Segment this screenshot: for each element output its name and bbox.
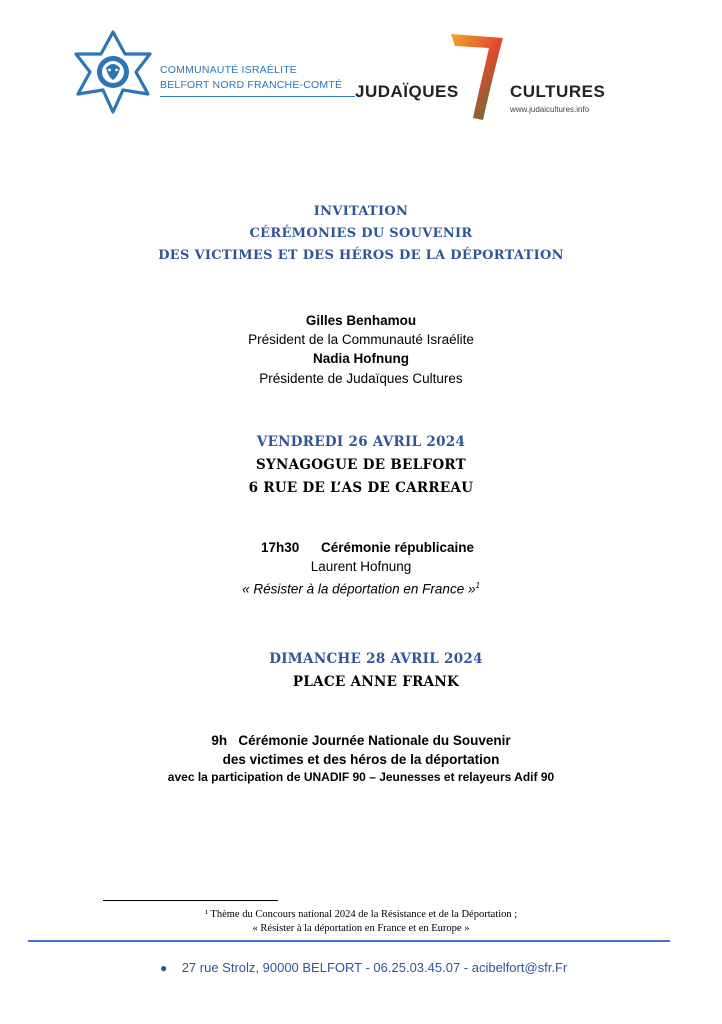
footnote-line-1: ¹ Thème du Concours national 2024 de la Résistance et de la Déportation ; — [204, 909, 518, 920]
community-name-line1: COMMUNAUTÉ ISRAÉLITE — [160, 64, 298, 76]
host-2-name: Nadia Hofnung — [313, 351, 409, 366]
seven-shape-icon — [447, 30, 507, 122]
event1-talk — [0, 576, 722, 599]
host-1-name: Gilles Benhamou — [305, 313, 417, 328]
contact-line — [160, 959, 567, 977]
event1-ceremony: Cérémonie républicaine — [321, 540, 475, 555]
event2-date: DIMANCHE 28 AVRIL 2024 — [269, 651, 483, 667]
event1-time: 17h30 — [261, 540, 300, 555]
host-1-role: Président de la Communauté Israélite — [248, 332, 474, 347]
footnote-line-2: « Résister à la déportation en France et en Europe » — [252, 923, 470, 934]
event2-ceremony-line2: des victimes et des héros de la déportation — [222, 752, 500, 767]
event2-participation: avec la participation de UNADIF 90 – Jeunesses et relayeurs Adif 90 — [167, 770, 555, 784]
event2-ceremony: Cérémonie Journée Nationale du Souvenir — [238, 733, 511, 748]
community-logo — [70, 30, 360, 110]
event2-time: 9h — [211, 733, 228, 748]
event2-place: PLACE ANNE FRANK — [292, 674, 460, 690]
footer-rule — [28, 940, 670, 942]
logo-word-cultures: CULTURES — [510, 82, 606, 101]
logo-word-judaiques: JUDAÏQUES — [355, 82, 459, 101]
host-2-role: Présidente de Judaïques Cultures — [259, 371, 463, 386]
contact-text: 27 rue Strolz, 90000 BELFORT - 06.25.03.45.07 - acibelfort@sfr.Fr — [181, 960, 568, 975]
footnote-separator — [103, 900, 278, 901]
bullet-icon: ● — [160, 961, 168, 975]
event1-speaker: Laurent Hofnung — [310, 559, 412, 574]
judaiques-cultures-logo — [355, 30, 610, 125]
title-line-3: DES VICTIMES ET DES HÉROS DE LA DÉPORTATION — [158, 248, 564, 263]
community-underline — [160, 96, 355, 97]
event1-address: 6 RUE DE L’AS DE CARREAU — [248, 480, 474, 496]
event1-date: VENDREDI 26 AVRIL 2024 — [256, 434, 466, 450]
event1-talk-title: « Résister à la déportation en France » — [242, 581, 476, 597]
footnote-ref: 1 — [475, 581, 480, 590]
event2-ceremony-line — [0, 731, 722, 750]
lion-star-icon — [70, 28, 156, 114]
logo-url: www.judaicultures.info — [510, 105, 590, 114]
event1-place: SYNAGOGUE DE BELFORT — [255, 457, 467, 473]
title-line-2: CÉRÉMONIES DU SOUVENIR — [249, 226, 473, 241]
community-name-line2: BELFORT NORD FRANCHE-COMTÉ — [160, 79, 343, 91]
title-line-1: INVITATION — [313, 204, 409, 219]
